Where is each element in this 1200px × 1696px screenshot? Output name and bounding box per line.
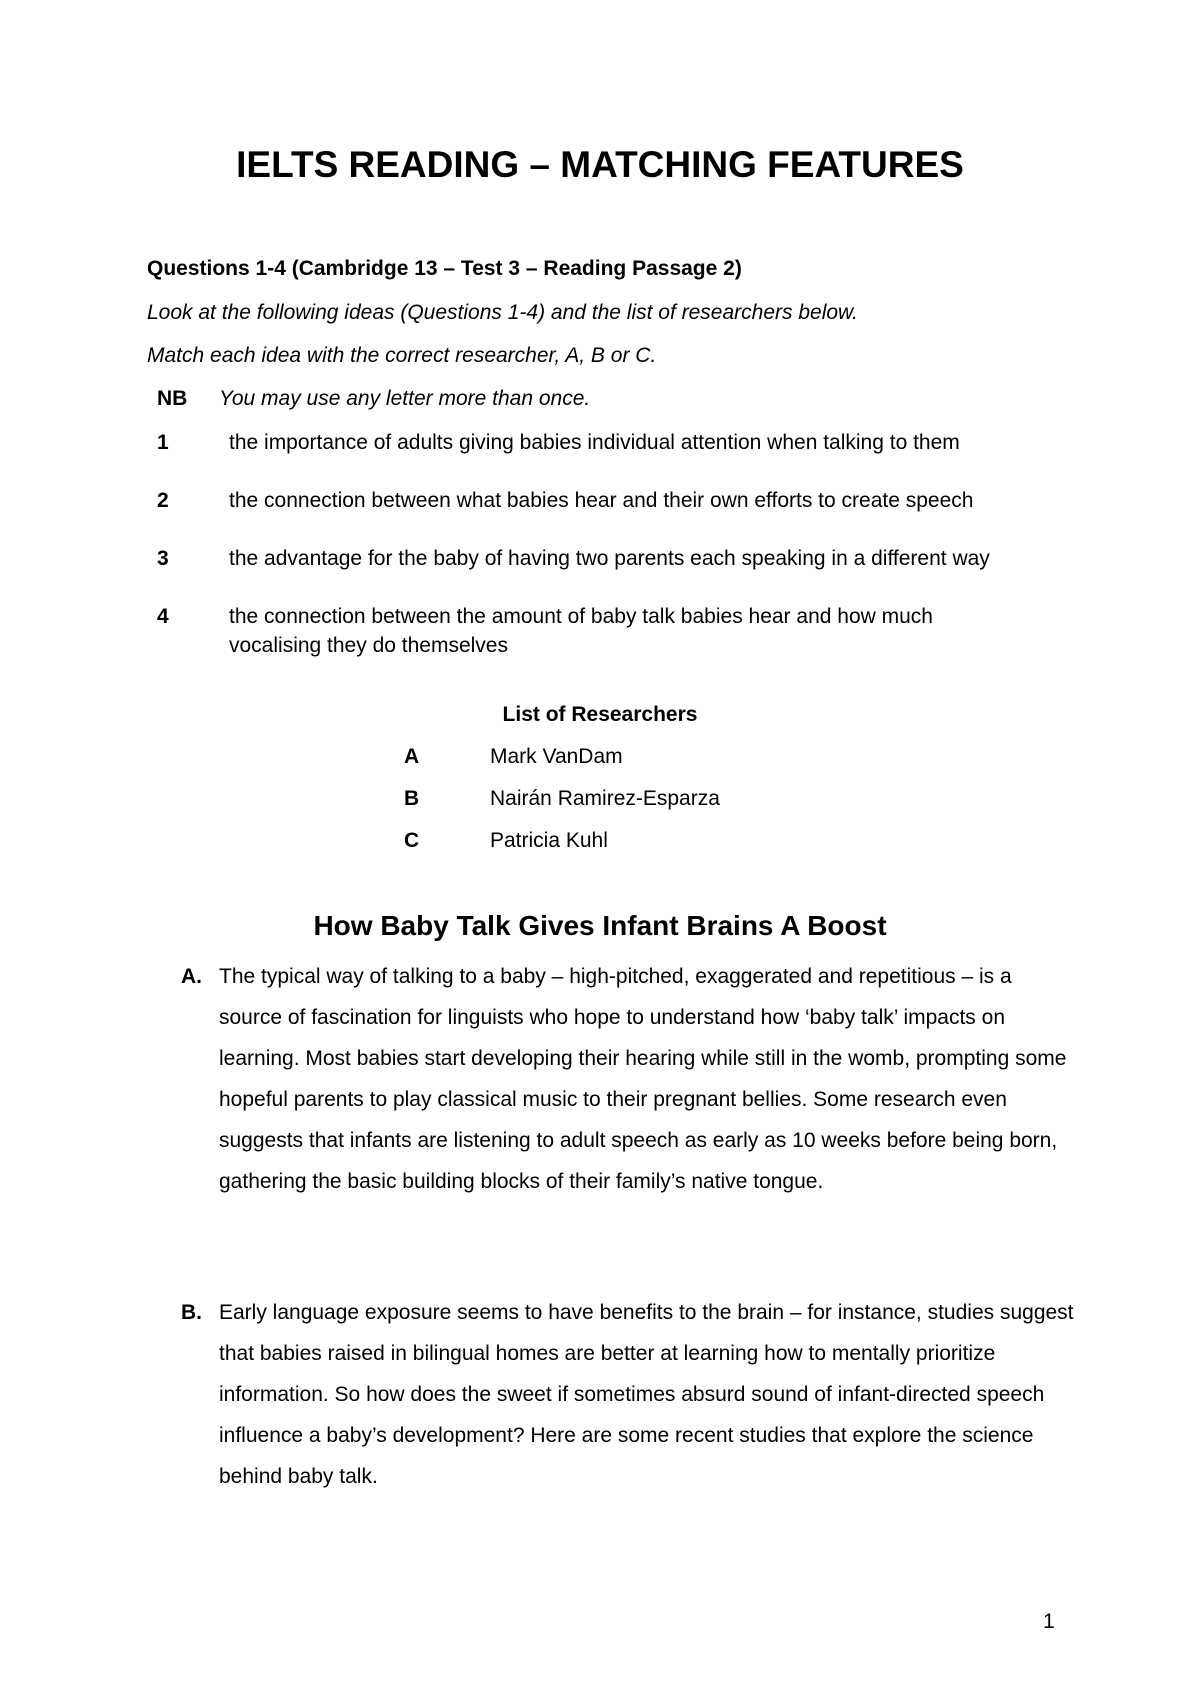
researcher-letter: A	[404, 745, 420, 768]
paragraph-letter: A.	[181, 965, 202, 988]
question-number: 4	[157, 605, 169, 628]
question-item	[147, 544, 1047, 602]
question-number: 1	[157, 431, 169, 454]
question-item	[147, 602, 1047, 660]
nb-text: You may use any letter more than once.	[219, 387, 591, 410]
researcher-letter: C	[404, 829, 420, 852]
question-number: 2	[157, 489, 169, 512]
researchers-heading: List of Researchers	[502, 703, 698, 726]
instruction-line-2: Match each idea with the correct researcher, A, B or C.	[147, 344, 657, 367]
questions-heading: Questions 1-4 (Cambridge 13 – Test 3 – Reading Passage 2)	[147, 257, 742, 280]
question-list	[147, 428, 1047, 660]
researcher-name: Mark VanDam	[490, 745, 623, 768]
paragraph-text: The typical way of talking to a baby – high-pitched, exaggerated and repetitious – is a source of fascination for linguists who hope to understand how ‘baby talk’ impacts on learning. Most babies start developing their hearing while still in the womb, prompting some hopeful parents to play classical music to their pregnant bellies. Some research even suggests that infants are listening to adult speech as early as 10 weeks before being born, gathering the basic building blocks of their family’s native tongue.	[219, 965, 1067, 1193]
question-text: the connection between the amount of baby talk babies hear and how much vocalising they do themselves	[229, 605, 933, 657]
paragraph-text: Early language exposure seems to have benefits to the brain – for instance, studies suggest that babies raised in bilingual homes are better at learning how to mentally prioritize information. So how does the sweet if sometimes absurd sound of infant-directed speech influence a baby’s development? Here are some recent studies that explore the science behind baby talk.	[219, 1301, 1074, 1488]
question-number: 3	[157, 547, 169, 570]
question-text: the importance of adults giving babies individual attention when talking to them	[229, 431, 960, 454]
researcher-name: Nairán Ramirez-Esparza	[490, 787, 720, 810]
paragraph-letter: B.	[181, 1301, 202, 1324]
nb-label: NB	[157, 387, 188, 410]
document-title: IELTS READING – MATCHING FEATURES	[236, 144, 964, 185]
researcher-name: Patricia Kuhl	[490, 829, 608, 852]
question-item	[147, 428, 1047, 486]
question-text: the connection between what babies hear and their own efforts to create speech	[229, 489, 974, 512]
question-text: the advantage for the baby of having two parents each speaking in a different way	[229, 547, 990, 570]
question-item	[147, 486, 1047, 544]
page-number: 1	[1043, 1610, 1055, 1633]
passage-title: How Baby Talk Gives Infant Brains A Boost	[313, 910, 887, 941]
researcher-letter: B	[404, 787, 420, 810]
instruction-line-1: Look at the following ideas (Questions 1-4) and the list of researchers below.	[147, 301, 858, 324]
